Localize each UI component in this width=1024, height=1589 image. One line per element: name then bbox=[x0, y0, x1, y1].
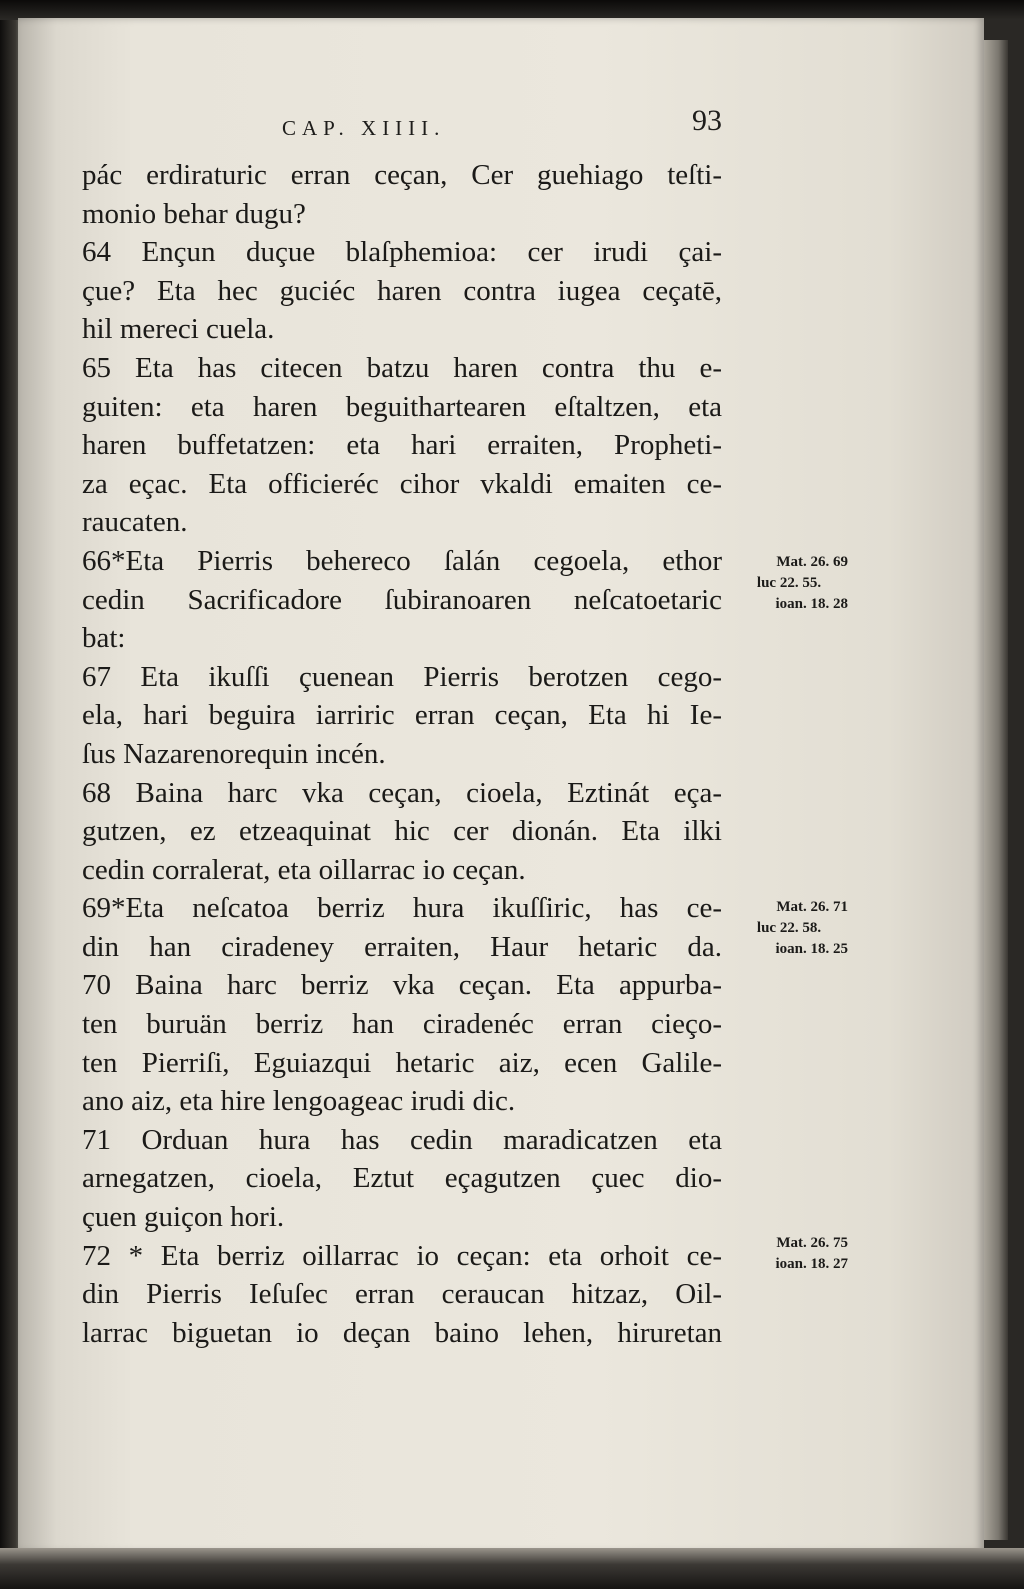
text-line: ten Pierriſi, Eguiazqui hetaric aiz, ecen Galile- bbox=[82, 1046, 722, 1079]
text-line: guiten: eta haren beguithartearen eſtaltzen, eta bbox=[82, 390, 722, 423]
text-line: hil mereci cuela. bbox=[82, 313, 275, 346]
text-line: cedin corralerat, eta oillarrac io ceçan. bbox=[82, 853, 526, 886]
margin-ref: luc 22. 55. bbox=[756, 575, 822, 591]
text-line: monio behar dugu? bbox=[82, 197, 306, 230]
text-line: za eçac. Eta officieréc cihor vkaldi emaiten ce- bbox=[82, 467, 722, 500]
margin-ref: ioan. 18. 28 bbox=[775, 596, 848, 612]
margin-ref: ioan. 18. 27 bbox=[775, 1256, 848, 1272]
margin-note-72 bbox=[730, 1233, 848, 1275]
text-line: pác erdiraturic erran ceçan, Cer guehiago teſti- bbox=[82, 159, 722, 191]
text-line: ſus Nazarenorequin incén. bbox=[82, 737, 386, 770]
margin-ref: ioan. 18. 25 bbox=[775, 941, 848, 957]
text-line: çue? Eta hec guciéc haren contra iugea ceçatē, bbox=[82, 274, 722, 307]
text-line: larrac biguetan io deçan baino lehen, hiruretan bbox=[82, 1316, 722, 1349]
text-line: cedin Sacrificadore ſubiranoaren neſcatoetaric bbox=[82, 583, 722, 616]
text-line: bat: bbox=[82, 622, 126, 655]
running-title: CAP. XIIII. bbox=[282, 116, 446, 140]
body-text bbox=[82, 156, 722, 1352]
margin-ref: Mat. 26. 69 bbox=[776, 554, 848, 570]
text-line: raucaten. bbox=[82, 506, 188, 539]
text-line: 65 Eta has citecen batzu haren contra thu e- bbox=[82, 351, 722, 384]
page-number: 93 bbox=[692, 104, 722, 137]
text-line: haren buffetatzen: eta hari erraiten, Propheti- bbox=[82, 429, 722, 462]
text-line: 69*Eta neſcatoa berriz hura ikuſſiric, has ce- bbox=[82, 892, 722, 925]
text-line: 70 Baina harc berriz vka ceçan. Eta appurba- bbox=[82, 969, 722, 1002]
margin-note-69 bbox=[730, 897, 848, 960]
text-line: 64 Ençun duçue blaſphemioa: cer irudi çai- bbox=[82, 236, 722, 269]
text-line: 72 * Eta berriz oillarrac io ceçan: eta orhoit ce- bbox=[82, 1239, 722, 1272]
margin-note-66 bbox=[730, 552, 848, 615]
margin-ref: Mat. 26. 75 bbox=[776, 1235, 848, 1251]
text-line: gutzen, ez etzeaquinat hic cer dionán. Eta ilki bbox=[82, 815, 722, 848]
text-line: 68 Baina harc vka ceçan, cioela, Eztinát eça- bbox=[82, 776, 722, 809]
text-line: arnegatzen, cioela, Eztut eçagutzen çuec dio- bbox=[82, 1162, 722, 1195]
text-line: ela, hari beguira iarriric erran ceçan, Eta hi Ie- bbox=[82, 699, 722, 732]
text-line: 66*Eta Pierris behereco ſalán cegoela, ethor bbox=[82, 544, 722, 577]
margin-ref: luc 22. 58. bbox=[756, 920, 822, 936]
text-line: ano aiz, eta hire lengoageac irudi dic. bbox=[82, 1085, 516, 1118]
text-line: çuen guiçon hori. bbox=[82, 1201, 285, 1234]
text-line: din han ciradeney erraiten, Haur hetaric da. bbox=[82, 930, 722, 963]
text-line: din Pierris Ieſuſec erran ceraucan hitzaz, Oil- bbox=[82, 1278, 722, 1311]
page-fore-edge bbox=[984, 40, 1008, 1540]
text-line: ten buruän berriz han ciradenéc erran cieço- bbox=[82, 1008, 722, 1041]
text-line: 71 Orduan hura has cedin maradicatzen eta bbox=[82, 1123, 722, 1156]
margin-ref: Mat. 26. 71 bbox=[776, 899, 848, 915]
page-header bbox=[282, 100, 722, 150]
text-line: 67 Eta ikuſſi çuenean Pierris berotzen cego- bbox=[82, 660, 722, 693]
top-edge bbox=[0, 0, 1024, 20]
bottom-edge bbox=[0, 1548, 1024, 1589]
